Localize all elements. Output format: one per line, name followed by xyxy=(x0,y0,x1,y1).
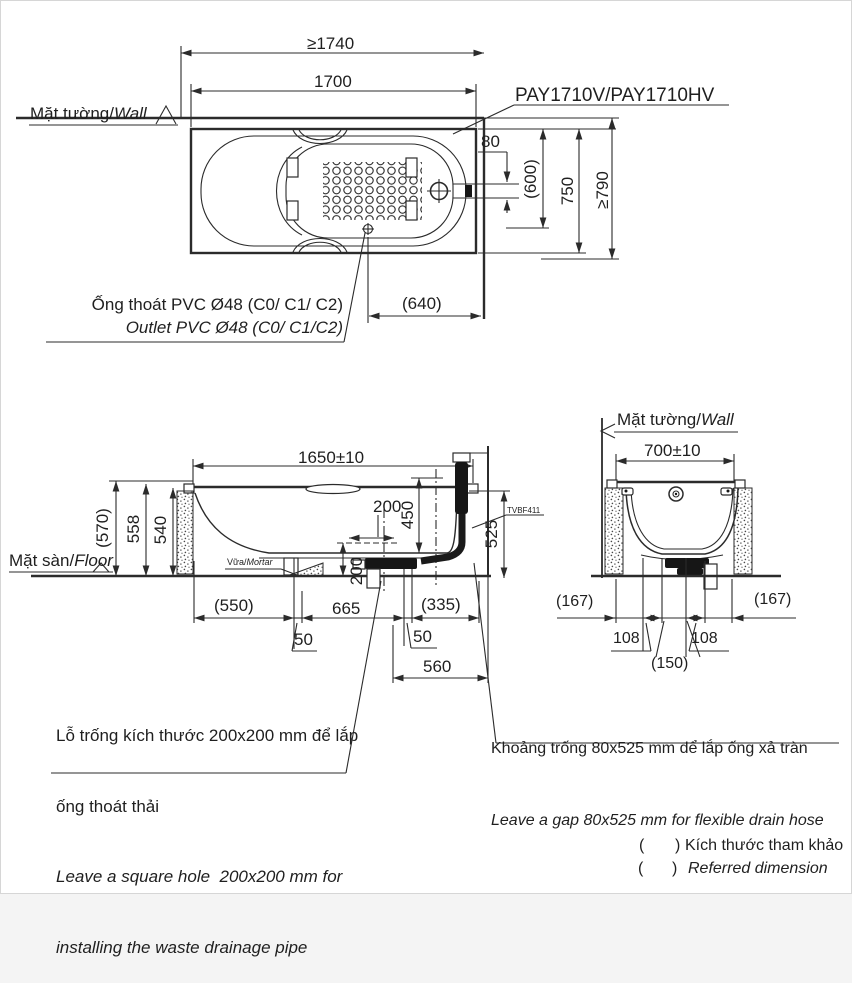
front-dim-560-label: 560 xyxy=(423,657,452,676)
end-dim-108-left-label: 108 xyxy=(613,630,640,647)
plan-wall-label-vi: Mặt tường/ xyxy=(30,104,114,123)
gap-note-en: Leave a gap 80x525 mm for flexible drain hose xyxy=(491,812,824,829)
plan-wall-label-en: Wall xyxy=(113,104,147,123)
end-dim-167-left-label: (167) xyxy=(556,593,594,610)
floor-label-vi: Mặt sàn/ xyxy=(9,551,75,570)
hole-note xyxy=(56,677,358,983)
gap-note-vi: Khoảng trống 80x525 mm để lắp ống xả tràn xyxy=(491,740,808,757)
floor-label xyxy=(9,551,113,571)
hole-note-vi-1: Lỗ trống kích thước 200x200 mm để lắp xyxy=(56,726,359,745)
plan-wall-label xyxy=(30,104,147,124)
front-dim-665-label: 665 xyxy=(332,599,361,618)
legend-paren-close-1: ) xyxy=(675,837,681,854)
plan-dim-80-label: 80 xyxy=(481,132,500,151)
front-dim-450-label: 450 xyxy=(397,500,417,530)
legend-paren-open-2: ( xyxy=(638,860,644,877)
hole-note-vi-2: ống thoát thải xyxy=(56,796,160,816)
mortar-label xyxy=(227,557,273,568)
front-dim-50-left-label: 50 xyxy=(294,630,313,649)
end-wall-label xyxy=(617,410,734,430)
front-dim-570-label: (570) xyxy=(92,508,112,548)
end-wall-label-vi: Mặt tường/ xyxy=(617,410,701,429)
front-dim-200v-label: 200 xyxy=(346,556,366,586)
legend-vi-label: Kích thước tham khảo xyxy=(685,837,844,854)
legend-paren-open-1: ( xyxy=(639,837,645,854)
legend-en-label: Referred dimension xyxy=(688,860,828,877)
model-number-label: PAY1710V/PAY1710HV xyxy=(515,85,715,106)
end-wall-label-en: Wall xyxy=(700,410,734,429)
mortar-label-vi: Vữa/ xyxy=(227,557,247,567)
front-dim-50-right-label: 50 xyxy=(413,627,432,646)
end-dim-108-right-label: 108 xyxy=(691,630,718,647)
plan-dim-640-label: (640) xyxy=(402,294,442,313)
end-dim-167-right-label: (167) xyxy=(754,591,792,608)
end-dim-width-label: 700±10 xyxy=(644,441,701,460)
gap-note xyxy=(491,689,824,857)
plan-dim-750-label: 750 xyxy=(557,176,577,206)
front-dim-length-label: 1650±10 xyxy=(298,448,365,467)
legend-paren-close-2: ) xyxy=(672,860,678,877)
hole-note-en-2: installing the waste drainage pipe xyxy=(56,937,308,957)
front-dim-558-label: 558 xyxy=(123,514,143,544)
front-dim-200h-label: 200 xyxy=(373,497,402,516)
plan-dim-600-label: (600) xyxy=(520,159,540,199)
floor-label-en: Floor xyxy=(74,551,113,570)
outlet-note-vi: Ống thoát PVC Ø48 (C0/ C1/ C2) xyxy=(91,295,343,314)
front-dim-540-label: 540 xyxy=(150,515,170,545)
front-dim-335-label: (335) xyxy=(421,595,461,614)
plan-dim-790-label: ≥790 xyxy=(592,171,612,209)
part-number-label: TVBF411 xyxy=(507,506,541,515)
hole-note-en-1: Leave a square hole 200x200 mm for xyxy=(56,867,343,886)
plan-dim-overall-label: ≥1740 xyxy=(307,34,355,53)
front-dim-550-label: (550) xyxy=(214,596,254,615)
end-dim-150-label: (150) xyxy=(651,655,689,672)
mortar-label-en: Mortar xyxy=(246,557,273,567)
front-dim-525-label: 525 xyxy=(481,519,501,549)
outlet-note-en: Outlet PVC Ø48 (C0/ C1/C2) xyxy=(125,318,343,337)
plan-dim-rim-label: 1700 xyxy=(314,72,352,91)
